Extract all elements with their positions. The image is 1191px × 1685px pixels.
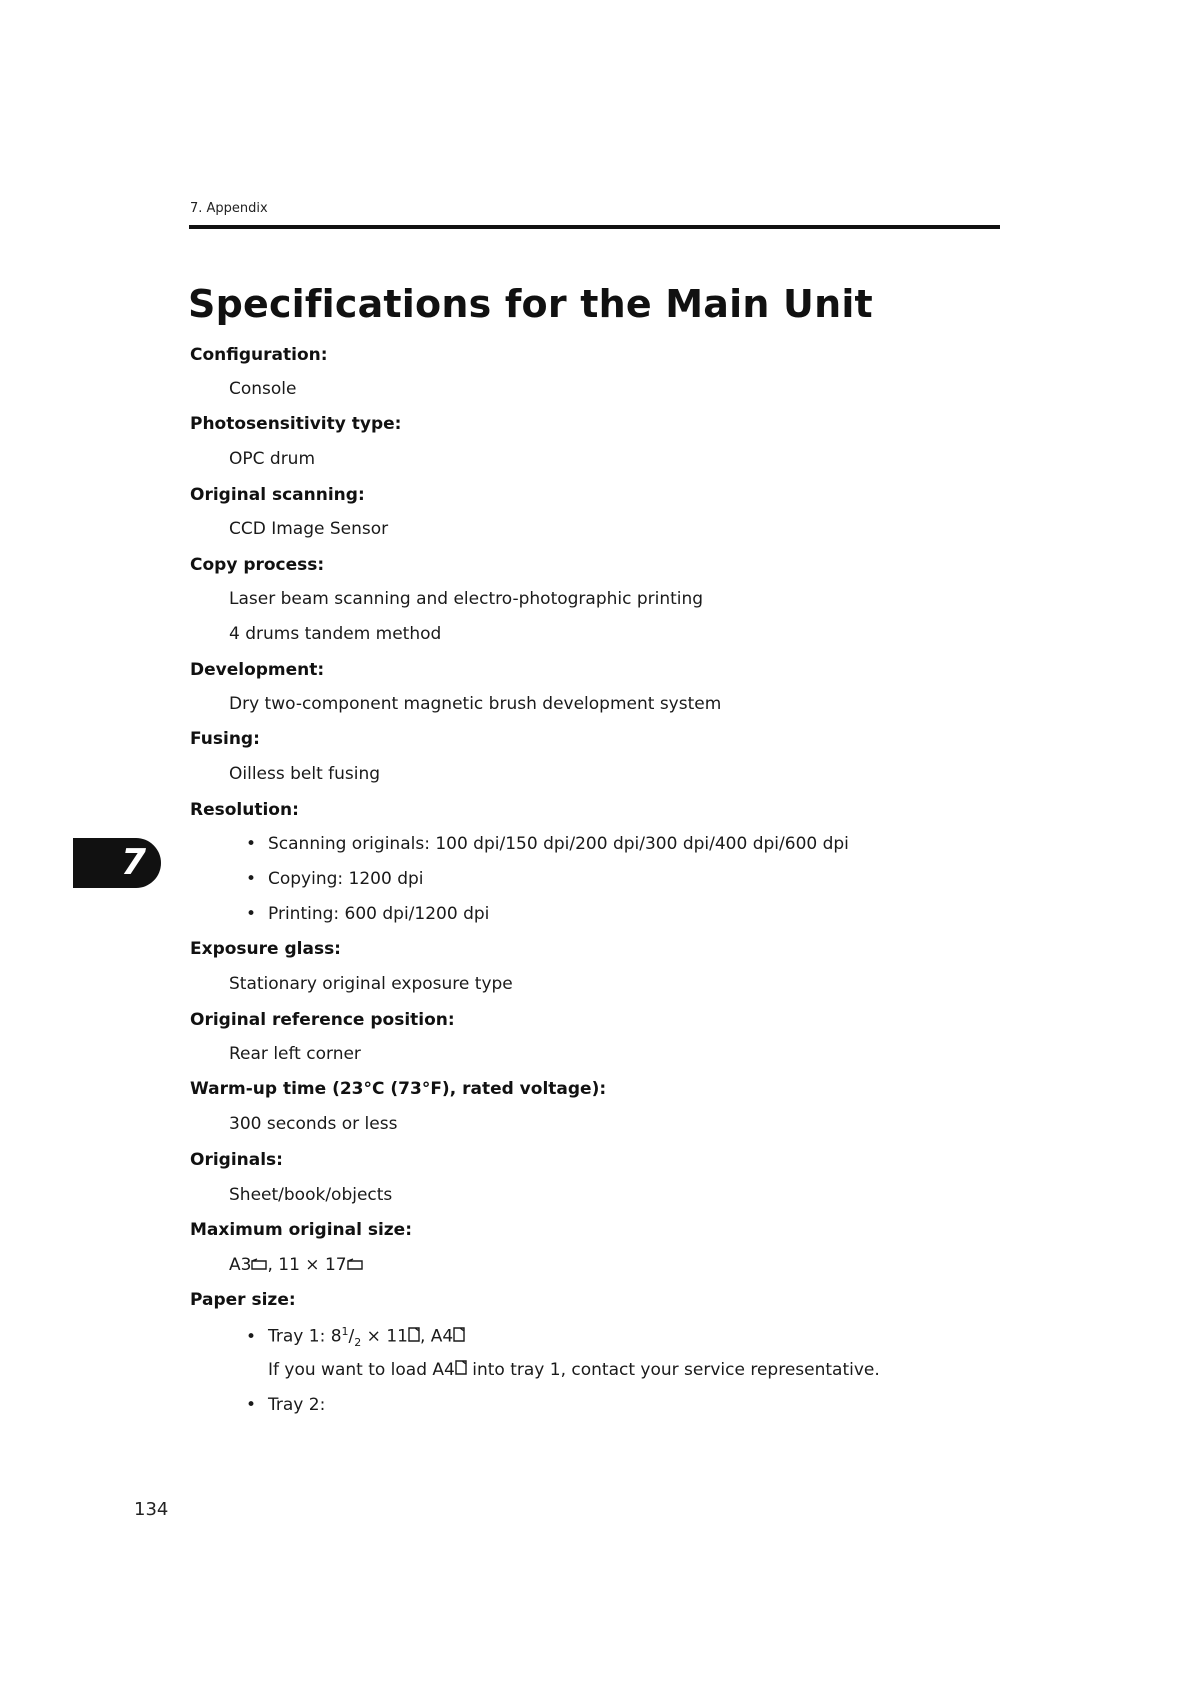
spec-value-fusing: Oilless belt fusing — [229, 764, 381, 784]
spec-value-development: Dry two-component magnetic brush development system — [229, 694, 722, 714]
portrait-orientation-icon — [455, 1364, 467, 1379]
landscape-orientation-icon — [347, 1259, 363, 1274]
portrait-orientation-icon — [408, 1331, 420, 1346]
spec-term-copy-process: Copy process: — [190, 555, 325, 575]
paper-size-bullet-tray1: • Tray 1: $8^1/_2 \times 11$ , A4 — [246, 1325, 465, 1349]
spec-value-configuration: Console — [229, 379, 297, 399]
spec-term-paper-size: Paper size: — [190, 1290, 296, 1310]
spec-term-originals: Originals: — [190, 1150, 283, 1170]
chapter-tab — [73, 838, 161, 888]
spec-value-photosensitivity: OPC drum — [229, 449, 316, 469]
spec-term-max-original: Maximum original size: — [190, 1220, 413, 1240]
spec-term-original-scanning: Original scanning: — [190, 485, 365, 505]
resolution-bullet: • Printing: 600 dpi/1200 dpi — [246, 904, 490, 924]
page-number: 134 — [134, 1499, 169, 1520]
spec-term-configuration: Configuration: — [190, 345, 328, 365]
page-title: Specifications for the Main Unit — [188, 282, 873, 326]
chapter-number: 7 — [121, 842, 147, 883]
spec-value-warmup: 300 seconds or less — [229, 1114, 398, 1134]
spec-value-original-scanning: CCD Image Sensor — [229, 519, 389, 539]
spec-term-warmup: Warm-up time (23°C (73°F), rated voltage): — [190, 1079, 607, 1099]
spec-value-max-original: A3 , 11 × 17 — [229, 1255, 363, 1275]
header-rule — [189, 225, 1000, 229]
paper-size-note: If you want to load A4 into tray 1, contact your service representative. — [268, 1360, 880, 1380]
running-head: 7. Appendix — [190, 201, 268, 216]
landscape-orientation-icon — [251, 1259, 267, 1274]
spec-term-photosensitivity: Photosensitivity type: — [190, 414, 402, 434]
spec-value-copy-process-1: Laser beam scanning and electro-photographic printing — [229, 589, 704, 609]
spec-term-reference-position: Original reference position: — [190, 1010, 455, 1030]
spec-value-copy-process-2: 4 drums tandem method — [229, 624, 442, 644]
portrait-orientation-icon — [453, 1331, 465, 1346]
paper-size-bullet-tray2: • Tray 2: — [246, 1395, 326, 1415]
spec-value-originals: Sheet/book/objects — [229, 1185, 393, 1205]
spec-value-reference-position: Rear left corner — [229, 1044, 361, 1064]
spec-term-development: Development: — [190, 660, 325, 680]
spec-term-fusing: Fusing: — [190, 729, 260, 749]
spec-term-resolution: Resolution: — [190, 800, 299, 820]
resolution-bullet: • Copying: 1200 dpi — [246, 869, 424, 889]
spec-value-exposure-glass: Stationary original exposure type — [229, 974, 513, 994]
resolution-bullet: • Scanning originals: 100 dpi/150 dpi/200 dpi/300 dpi/400 dpi/600 dpi — [246, 834, 849, 854]
spec-term-exposure-glass: Exposure glass: — [190, 939, 341, 959]
